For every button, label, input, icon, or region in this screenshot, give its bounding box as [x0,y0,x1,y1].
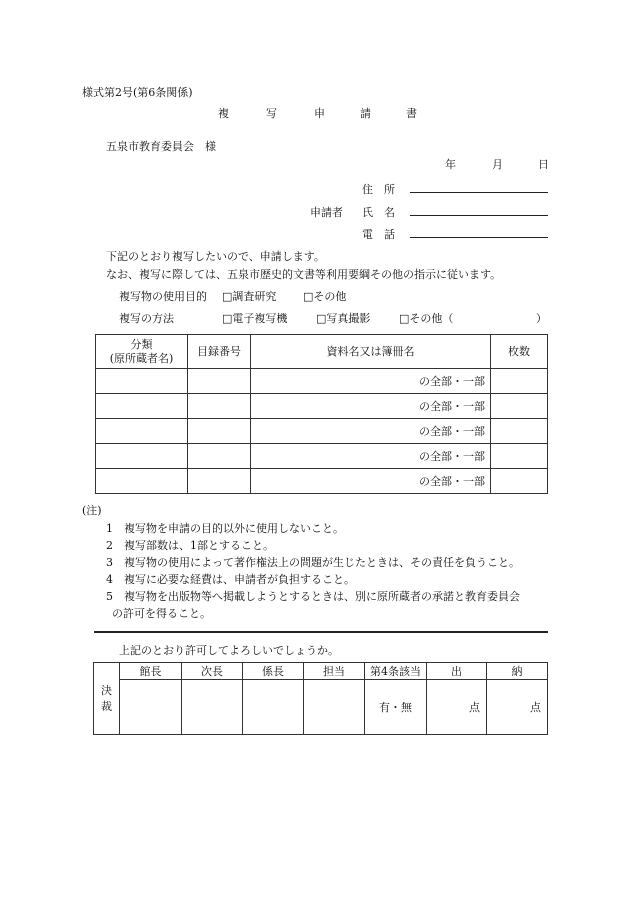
header-deputy: 次長 [182,663,243,680]
header-out: 出 [427,663,487,680]
header-return: 納 [487,663,548,680]
day-field[interactable]: 日 [538,158,549,171]
return-count[interactable]: 点 [487,680,548,735]
items-table-header [96,335,548,369]
header-article4: 第4条該当 [365,663,427,680]
items-table [95,334,548,494]
table-row [96,444,548,469]
header-staff: 担当 [304,663,365,680]
purpose-option-research[interactable]: □調査研究 [222,290,277,303]
scope-cell[interactable]: の全部・一部 [251,394,491,419]
year-field[interactable]: 年 [445,158,456,171]
addressee: 五泉市教育委員会 様 [106,140,216,153]
table-row [96,469,548,494]
director-stamp[interactable] [120,680,182,735]
phone-field[interactable] [410,237,548,238]
month-field[interactable]: 月 [492,158,503,171]
header-catalog-number: 目録番号 [188,335,251,369]
table-row [96,369,548,394]
intro-line-1: 下記のとおり複写したいので、申請します。 [106,250,325,263]
note-2: 2 複写部数は、1部とすること。 [106,539,274,552]
applicant-label: 申請者 [310,206,343,219]
method-other-close: ） [536,312,547,325]
note-5-continued: の許可を得ること。 [112,607,211,620]
address-field[interactable] [410,192,548,193]
note-1: 1 複写物を申請の目的以外に使用しないこと。 [106,522,344,535]
method-option-copier[interactable]: □電子複写機 [222,312,288,325]
method-option-other[interactable]: □その他（ [399,312,454,325]
table-row [96,394,548,419]
purpose-label: 複写物の使用目的 [119,290,207,303]
scope-cell[interactable]: の全部・一部 [251,469,491,494]
header-director: 館長 [120,663,182,680]
staff-stamp[interactable] [304,680,365,735]
name-field[interactable] [410,215,548,216]
out-count[interactable]: 点 [427,680,487,735]
scope-cell[interactable]: の全部・一部 [251,444,491,469]
decision-label: 決 裁 [94,663,120,735]
intro-line-2: なお、複写に際しては、五泉市歴史的文書等利用要綱その他の指示に従います。 [106,268,502,281]
note-4: 4 複写に必要な経費は、申請者が負担すること。 [106,573,355,586]
section-divider [94,631,548,633]
scope-cell[interactable]: の全部・一部 [251,369,491,394]
phone-label: 電 話 [362,228,395,241]
note-3: 3 複写物の使用によって著作権法上の問題が生じたときは、その責任を負うこと。 [106,556,520,569]
name-label: 氏 名 [362,206,395,219]
method-option-photo[interactable]: □写真撮影 [316,312,371,325]
header-classification: 分類 (原所蔵者名) [96,335,188,369]
deputy-stamp[interactable] [182,680,243,735]
approval-question: 上記のとおり許可してよろしいでしょうか。 [119,644,339,657]
chief-stamp[interactable] [243,680,304,735]
purpose-option-other[interactable]: □その他 [303,290,347,303]
table-row [96,419,548,444]
notes-heading: (注) [82,504,102,517]
form-number: 様式第2号(第6条関係) [82,86,193,99]
method-label: 複写の方法 [119,312,174,325]
header-sheet-count: 枚数 [491,335,548,369]
address-label: 住 所 [362,183,395,196]
scope-cell[interactable]: の全部・一部 [251,419,491,444]
note-5: 5 複写物を出版物等へ掲載しようとするときは、別に原所蔵者の承諾と教育委員会 [106,590,520,603]
approval-table [93,662,548,735]
header-document-name: 資料名又は簿冊名 [251,335,491,369]
header-chief: 係長 [243,663,304,680]
article4-value[interactable]: 有・無 [365,680,427,735]
